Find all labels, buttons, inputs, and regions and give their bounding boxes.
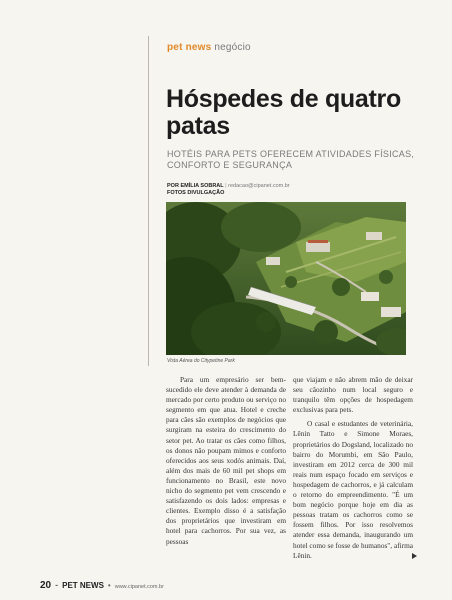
magazine-name: PET NEWS [62,581,104,590]
magazine-website: www.cipanet.com.br [114,584,164,590]
body-column-1 [166,375,286,547]
body-paragraph: Para um empresário ser bem-sucedido ele deve atender à demanda de mercado por certo produto ou serviço no segmento em que atua. Hotel e creche para cães são exemplos de negócios que surgiram na esteira do crescimento do setor pet. Ao tratar os cães como filhos, os donos não poupam mimos e conforto oferecidos aos seus xodós animais. Daí, além dos mais de 60 mil pet shops em funcionamento no Brasil, este novo nicho do segmento pet vem crescendo e satisfazendo os dois lados: empresas e clientes. Exemplo disso é a satisfação dos proprietários que investiram em hotel para cachorros. Por sua vez, as pessoas [166,375,286,546]
page-footer [40,580,164,591]
byline [167,183,290,197]
body-column-2 [293,375,413,561]
article-end-arrow-icon [412,553,417,559]
photos-label: FOTOS DIVULGAÇÃO [167,190,225,196]
section-label [167,42,251,53]
body-paragraph: O casal e estudantes de veterinária, Lênin Tatto e Simone Moraes, proprietários do Dogsland, localizado no bairro do Morumbi, em São Paulo, investiram em 2012 cerca de 300 mil reais num espaço focado em serviços e hospedagem de cachorros, e já calculam o retorno do empreendimento. "É um bom negócio porque hoje em dia as pessoas tratam os cachorros como se fossem filhos. Por isso resolvemos atender essa demanda, inaugurando um hotel como se fosse de humanos", afirma Lênin. [293,419,413,560]
author-label: POR EMÍLIA SOBRAL [167,183,224,189]
section-brand: pet news [167,42,212,53]
section-category: negócio [214,42,251,53]
footer-dot: • [107,581,111,590]
byline-separator: | [225,183,227,189]
column-rule [148,36,149,366]
photo-caption: Vista Aérea do Citypetine Park [167,358,235,364]
page-number: 20 [40,580,52,591]
aerial-photo-illustration [166,202,406,355]
footer-separator: - [55,580,59,590]
aerial-photo [166,202,406,355]
body-paragraph: que viajam e não abrem mão de deixar seu cãozinho num local seguro e tranquilo têm opções de hospedagem exclusivas para pets. [293,375,413,415]
article-subheadline: HOTÉIS PARA PETS OFERECEM ATIVIDADES FÍSICAS, CONFORTO E SEGURANÇA [167,149,415,170]
author-email: redacao@cipanet.com.br [228,183,290,189]
article-headline: Hóspedes de quatro patas [166,85,401,140]
